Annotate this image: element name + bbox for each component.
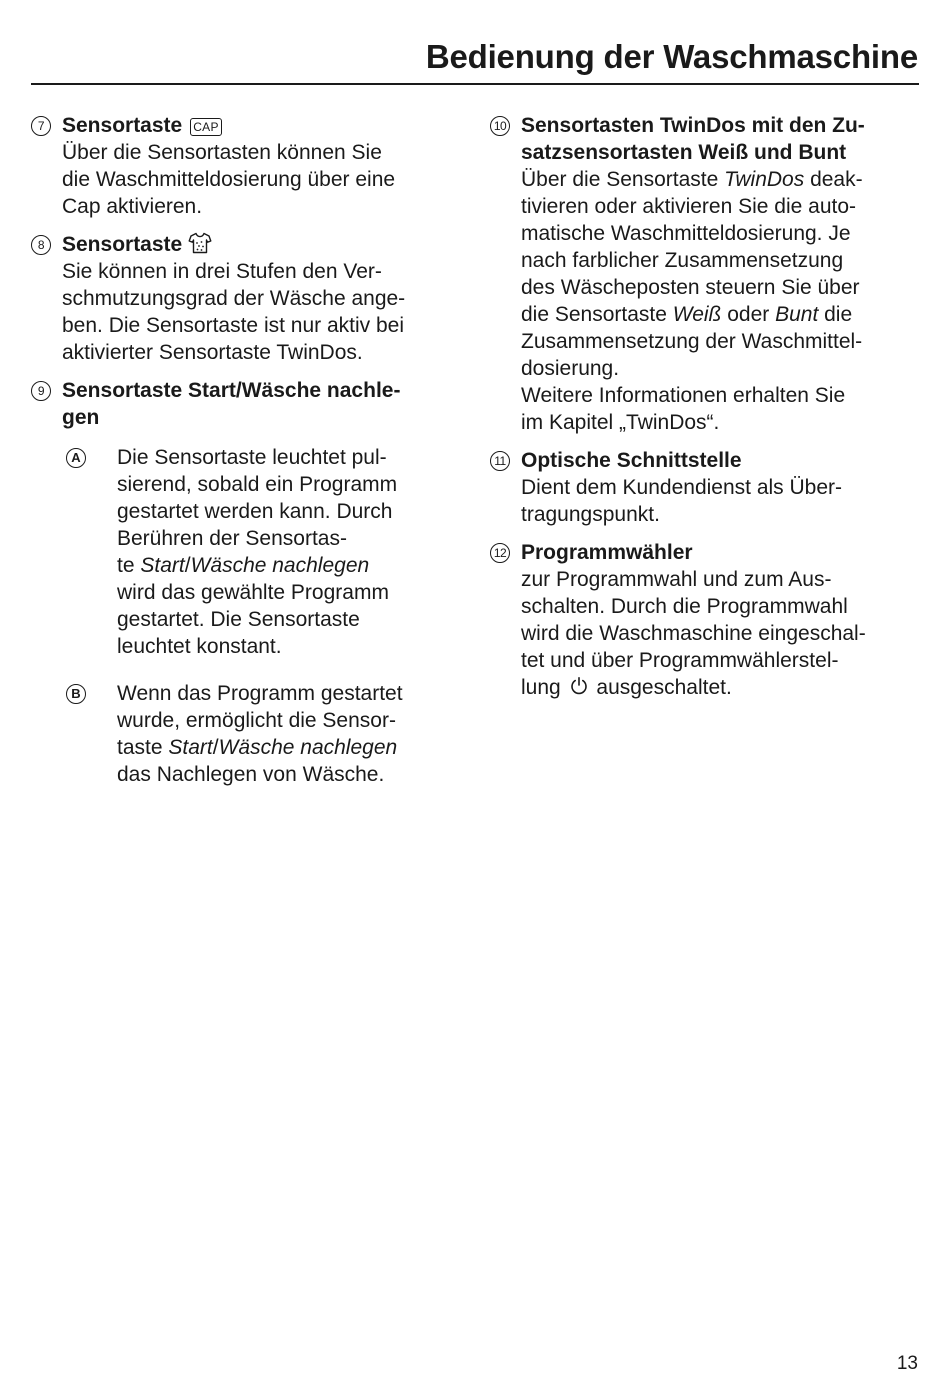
item-10-line: im Kapitel „TwinDos“. [521,411,720,434]
page-title: Bedienung der Waschmaschine [425,38,918,75]
item-number-11: 11 [490,451,510,471]
item-12-line: wird die Waschmaschine eingeschal- [521,622,866,645]
item-number-9: 9 [31,381,51,401]
sub-a-line: gestartet werden kann. Durch [117,500,393,523]
item-number-12: 12 [490,543,510,563]
sub-a-line: gestartet. Die Sensortaste [117,608,360,631]
item-8 [31,231,461,366]
item-10-line: tivieren oder aktivieren Sie die auto- [521,195,857,218]
page-number: 13 [896,1353,918,1374]
item-7-line: Über die Sensortasten können Sie [62,141,382,164]
item-number-10: 10 [490,116,510,136]
item-7 [31,112,461,220]
sub-a-line: Berühren der Sensortas- [117,527,347,550]
item-10-title-line: satzsensortasten Weiß und Bunt [521,141,847,164]
sub-a-line: wird das gewählte Programm [117,581,389,604]
sub-b-line: Wenn das Programm gestartet [117,682,403,705]
sub-label-b: B [66,684,86,704]
item-10 [490,112,925,436]
item-number-8: 8 [31,235,51,255]
item-7-heading [62,112,461,139]
item-10-line: Zusammensetzung der Waschmittel- [521,330,863,353]
waesche-nachlegen-term: Wäsche nachlegen [190,554,370,577]
item-8-line: Sie können in drei Stufen den Ver- [62,260,382,283]
item-10-text: die [818,303,853,326]
sub-a-line: leuchtet konstant. [117,635,282,658]
item-10-title-line: Sensortasten TwinDos mit den Zu- [521,114,865,137]
item-8-heading [62,231,461,258]
item-12 [490,539,925,701]
item-12-line: tet und über Programmwählerstel- [521,649,839,672]
item-11-line: tragungspunkt. [521,503,660,526]
item-12-line: zur Programmwahl und zum Aus- [521,568,832,591]
bunt-term: Bunt [775,303,819,326]
start-term: Start [168,736,213,759]
item-10-line: dosierung. [521,357,620,380]
item-number-7: 7 [31,116,51,136]
sub-a-line: sierend, sobald ein Programm [117,473,398,496]
sub-a-line: Die Sensortaste leuchtet pul- [117,446,387,469]
item-8-line: ben. Die Sensortaste ist nur aktiv bei [62,314,405,337]
item-11-title: Optische Schnittstelle [521,449,742,472]
cap-icon: CAP [190,118,222,136]
item-7-title: Sensortaste [62,114,183,137]
sub-b-line: wurde, ermöglicht die Sensor- [117,709,396,732]
item-10-text: oder [721,303,776,326]
slash: / [184,554,191,577]
sub-b-line [117,734,461,761]
sub-a-text: te [117,554,141,577]
weiss-term: Weiß [672,303,722,326]
item-10-text: Über die Sensortaste [521,168,725,191]
soiled-shirt-icon [188,232,212,254]
left-column [31,112,461,788]
sub-label-a: A [66,448,86,468]
item-8-line: aktivierter Sensortaste TwinDos. [62,341,363,364]
item-9-title-line: Sensortaste Start/Wäsche nachle- [62,379,401,402]
slash: / [212,736,219,759]
item-12-text: lung [521,676,561,699]
item-11-line: Dient dem Kundendienst als Über- [521,476,843,499]
item-11 [490,447,925,528]
sub-a-line [117,552,461,579]
item-9 [31,377,461,431]
item-10-line [521,166,925,193]
item-12-title: Programmwähler [521,541,693,564]
sub-item-b [31,680,461,788]
item-10-text: die Sensortaste [521,303,673,326]
item-7-line: Cap aktivieren. [62,195,203,218]
item-10-text: deak- [804,168,863,191]
item-10-line: des Wäscheposten steuern Sie über [521,276,860,299]
item-10-line: Weitere Informationen erhalten Sie [521,384,846,407]
sub-b-text: taste [117,736,169,759]
item-12-text: ausgeschaltet. [596,676,732,699]
sub-b-line: das Nachlegen von Wäsche. [117,763,385,786]
item-9-title-line: gen [62,406,100,429]
item-12-line [521,674,925,701]
item-10-line [521,301,925,328]
item-12-line: schalten. Durch die Programmwahl [521,595,848,618]
sub-item-a [31,444,461,660]
right-column [490,112,925,712]
item-7-line: die Waschmitteldosierung über eine [62,168,396,191]
header-rule [31,83,919,85]
item-8-title: Sensortaste [62,233,183,256]
item-10-line: nach farblicher Zusammensetzung [521,249,844,272]
power-icon [569,676,589,696]
item-10-line: matische Waschmitteldosierung. Je [521,222,851,245]
twindos-term: TwinDos [724,168,805,191]
start-term: Start [140,554,185,577]
waesche-nachlegen-term: Wäsche nachlegen [218,736,398,759]
item-8-line: schmutzungsgrad der Wäsche ange- [62,287,406,310]
